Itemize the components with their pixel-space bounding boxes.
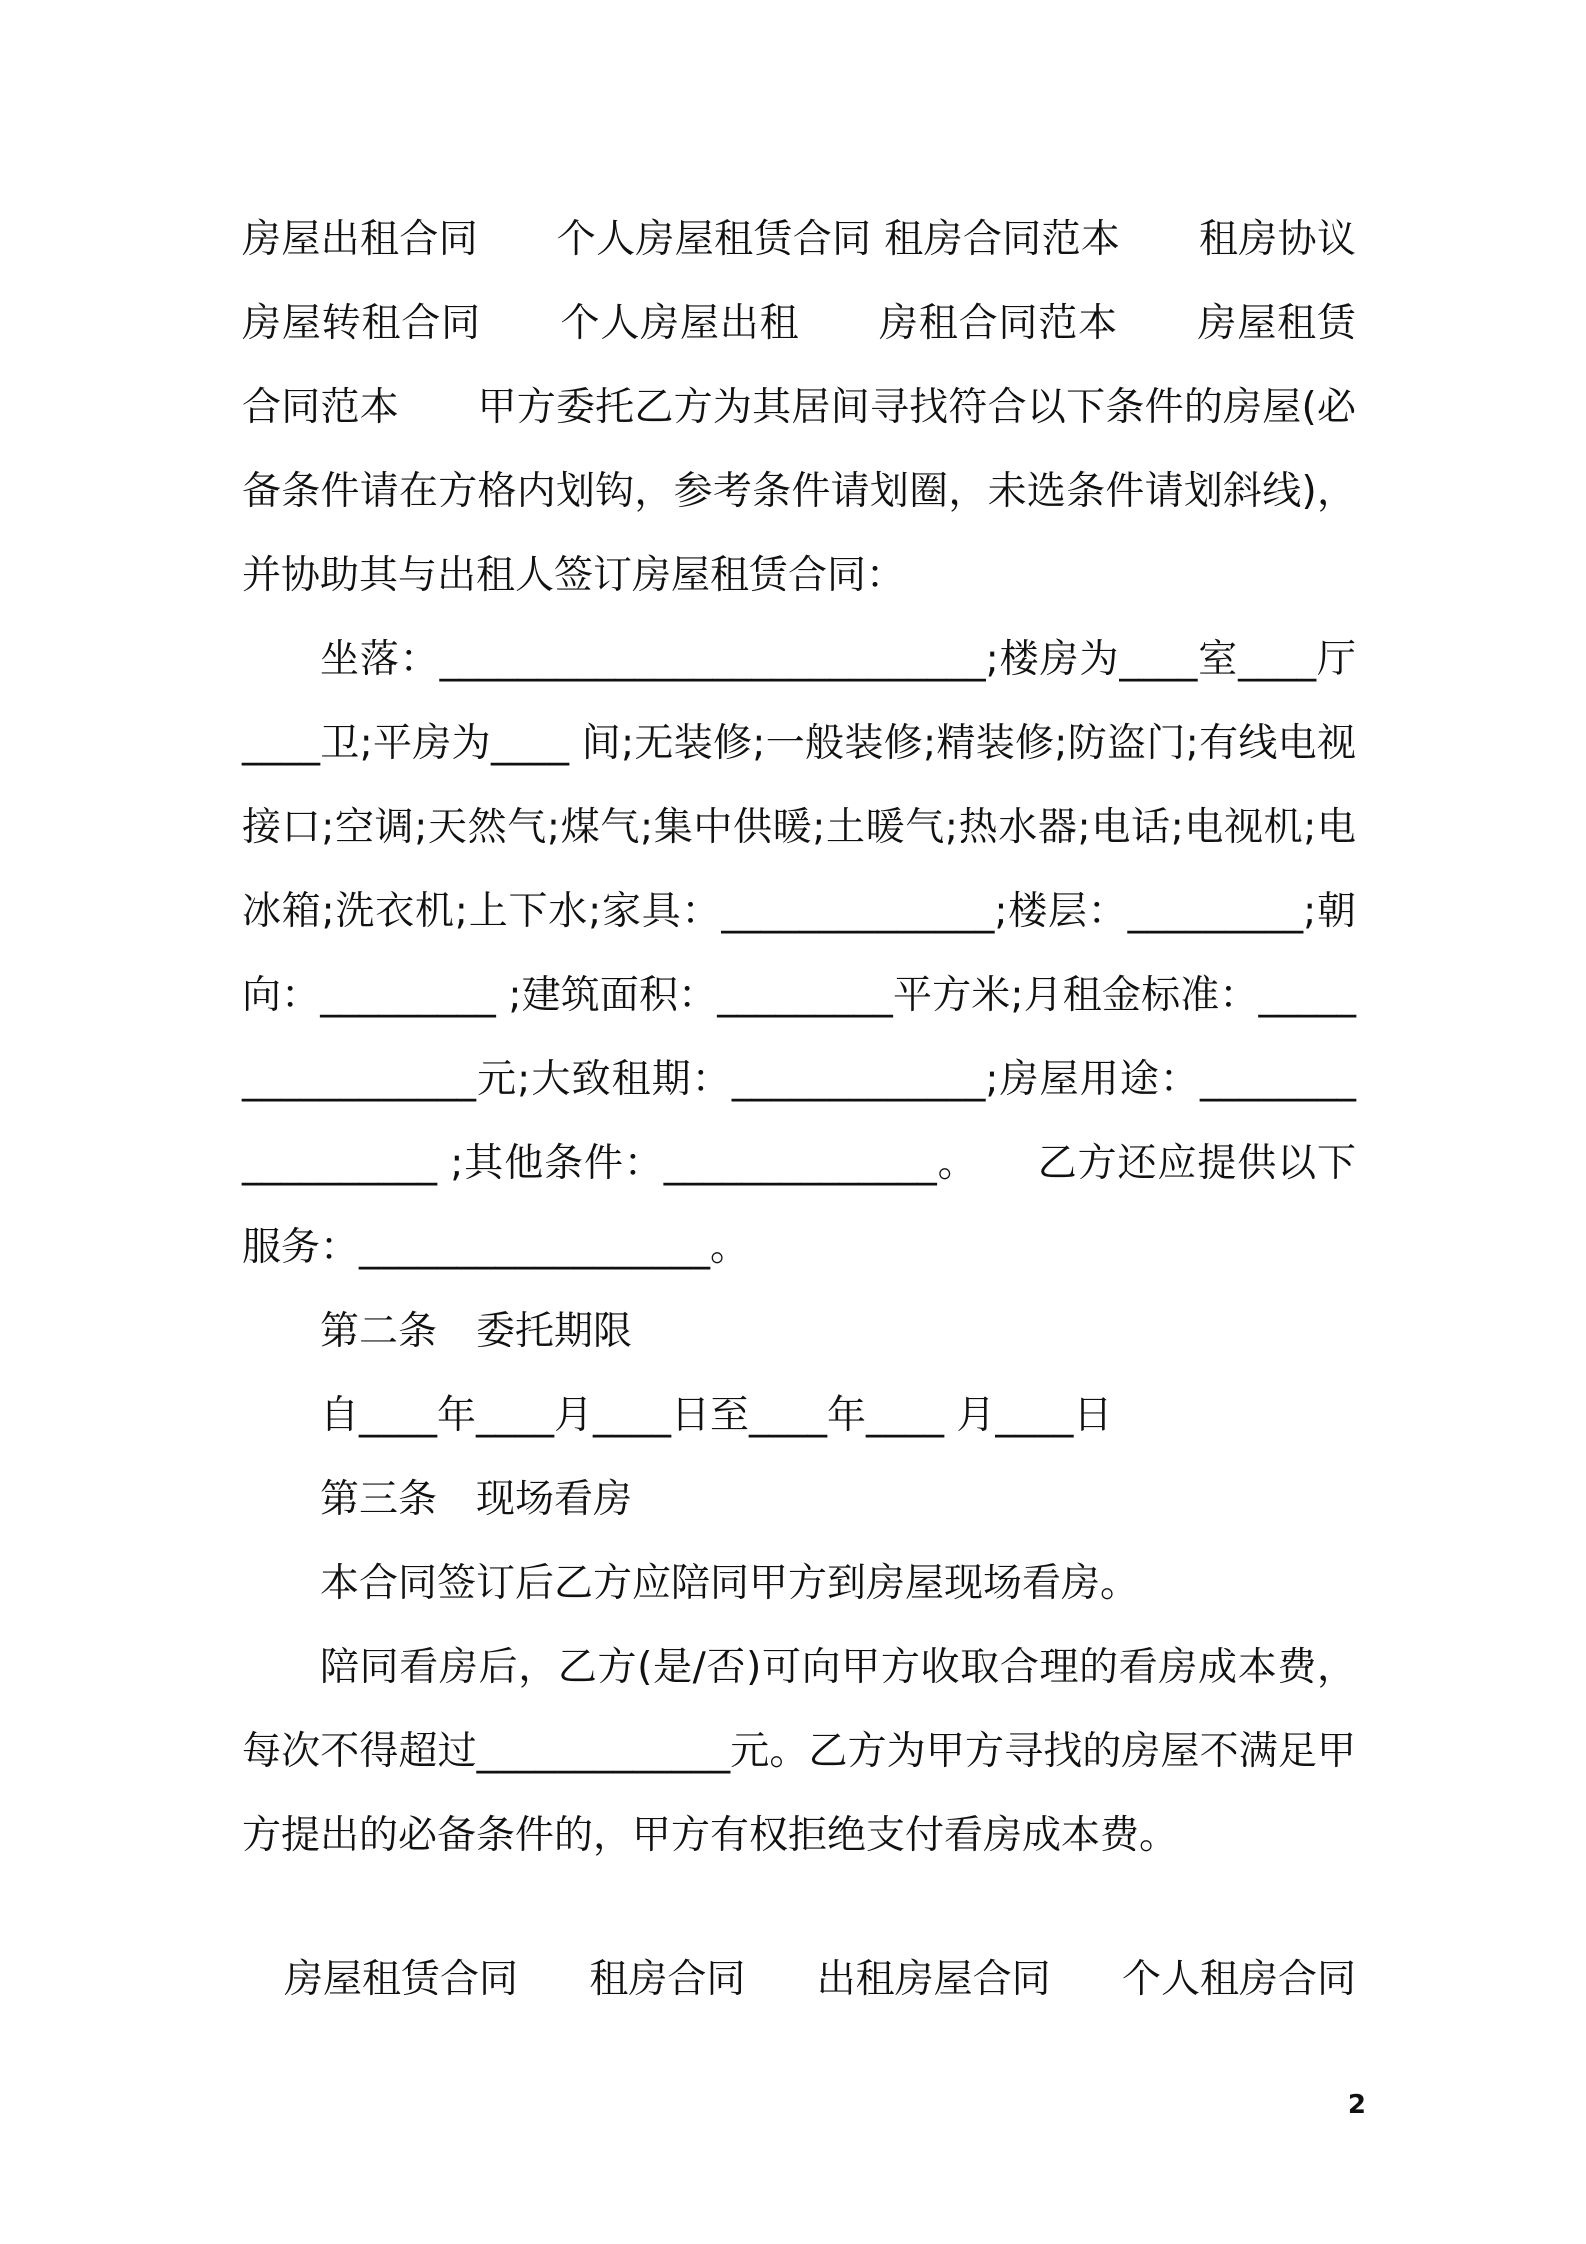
footer-keyword: 个人租房合同 <box>1121 1957 1356 2002</box>
article-3-paragraph-1: 本合同签订后乙方应陪同甲方到房屋现场看房。 <box>320 1561 1140 1606</box>
footer-keyword: 出租房屋合同 <box>816 1957 1051 2002</box>
article-3-title: 第三条 现场看房 <box>320 1477 633 1522</box>
footer-keyword: 房屋租赁合同 <box>284 1957 519 2002</box>
document-body <box>242 198 1396 1878</box>
footer-keyword: 租房合同 <box>589 1957 746 2002</box>
footer-keywords <box>242 1950 1356 2010</box>
article-3-paragraph-2: 陪同看房后，乙方(是/否)可向甲方收取合理的看房成本费，每次不得超过_____________元。乙方为甲方寻找的房屋不满足甲方提出的必备条件的，甲方有权拒绝支付看房成本费。 <box>242 1645 1356 1858</box>
intro-paragraph: 房屋出租合同 个人房屋租赁合同 租房合同范本 租房协议 房屋转租合同 个人房屋出租 房租合同范本 房屋租赁合同范本 甲方委托乙方为其居间寻找符合以下条件的房屋(必备条件请在方格内划钩，参考条件请划圈，未选条件请划斜线)，并协助其与出租人签订房屋租赁合同： <box>242 217 1396 598</box>
article-2-title: 第二条 委托期限 <box>320 1309 633 1354</box>
conditions-paragraph: 坐落：____________________________;楼房为____室____厅____卫;平房为____ 间;无装修;一般装修;精装修;防盗门;有线电视接口;空调;天然气;煤气;集中供暖;土暖气;热水器;电话;电视机;电冰箱;洗衣机;上下水;家具：______________;楼层：_________;朝向：_________ ;建筑面积：_________平方米;月租金标准：_________________元;大致租期：_____________;房屋用途：__________________ ;其他条件：______________。 乙方还应提供以下服务：__________________。 <box>242 637 1356 1270</box>
article-2-period: 自____年____月____日至____年____ 月____日 <box>320 1393 1113 1438</box>
page-number: 2 <box>1347 2090 1366 2120</box>
